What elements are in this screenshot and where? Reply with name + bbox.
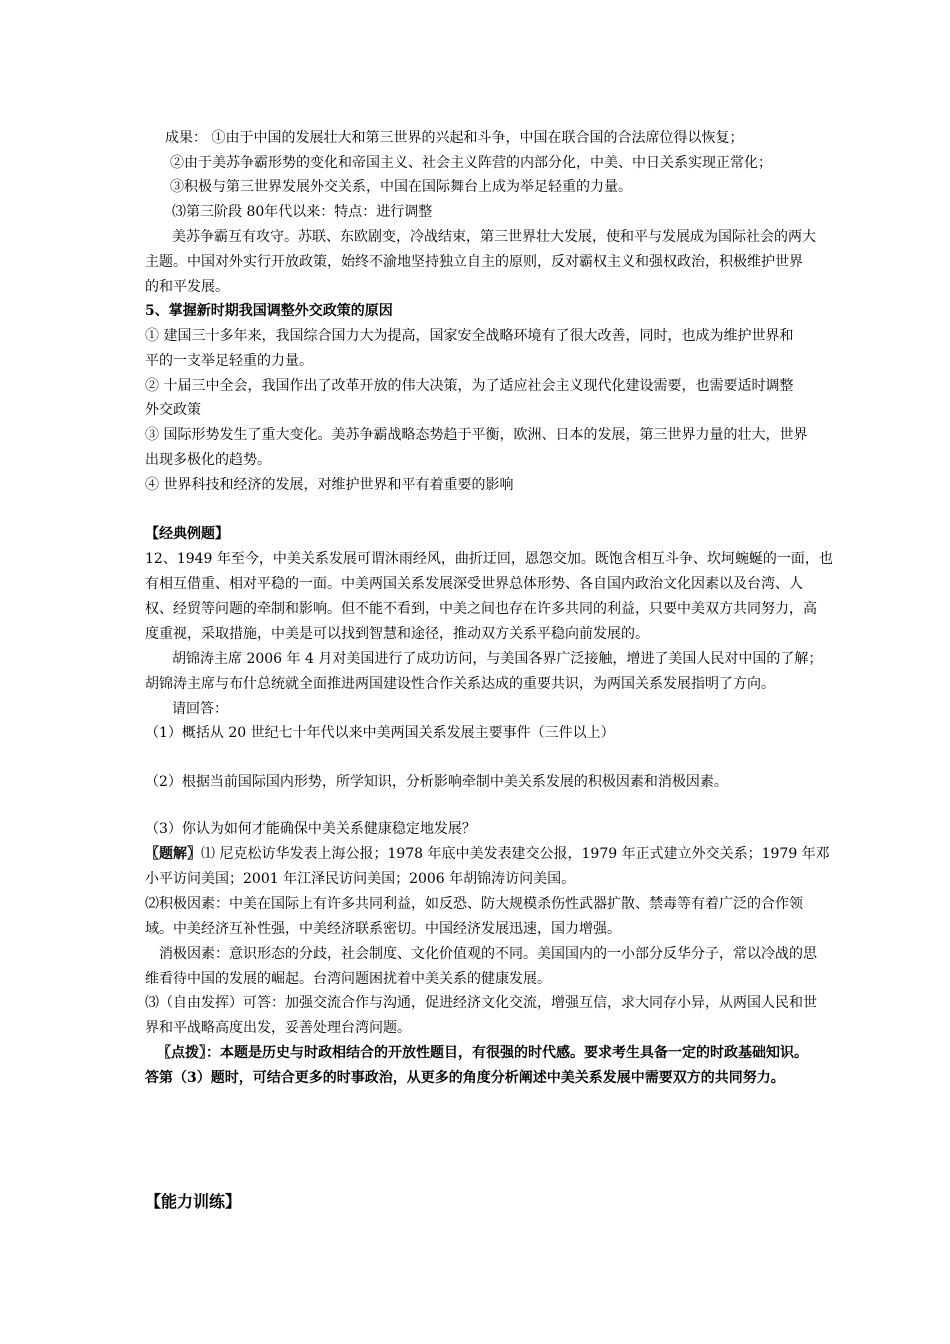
achievements-line-1: 成果： ①由于中国的发展壮大和第三世界的兴起和斗争，中国在联合国的合法席位得以恢复； <box>165 130 744 146</box>
solution-3-line-2: 界和平战略高度出发，妥善处理台湾问题。 <box>145 1020 411 1036</box>
example-sub-question-2: （2）根据当前国际国内形势，所学知识，分析影响牵制中美关系发展的积极因素和消极因素。 <box>145 774 728 790</box>
example-ask: 请回答： <box>172 701 228 717</box>
section-5-heading: 5、掌握新时期我国调整外交政策的原因 <box>145 303 393 319</box>
solution-1-line-2: 小平访问美国；2001 年江泽民访问美国；2006 年胡锦涛访问美国。 <box>145 871 576 887</box>
training-heading: 【能力训练】 <box>145 1192 242 1211</box>
stage-three-paragraph-line-2: 主题。中国对外实行开放政策，始终不渝地坚持独立自主的原则，反对霸权主义和强权政治，积极维护世界 <box>145 254 803 270</box>
stage-three-paragraph-line-3: 的和平发展。 <box>145 279 229 295</box>
reason-3-line-2: 出现多极化的趋势。 <box>145 452 271 468</box>
solution-2-line-2: 域。中美经济互补性强，中美经济联系密切。中国经济发展迅速，国力增强。 <box>145 921 621 937</box>
example-heading: 【经典例题】 <box>145 526 229 542</box>
example-question-line-2: 有相互借重、相对平稳的一面。中美两国关系发展深受世界总体形势、各自国内政治文化因素以及台湾、人 <box>145 576 803 592</box>
stage-three-paragraph-line-1: 美苏争霸互有攻守。苏联、东欧剧变，冷战结束，第三世界壮大发展，使和平与发展成为国际社会的两大 <box>172 229 816 245</box>
reason-1-line-1: ① 建国三十多年来，我国综合国力大为提高，国家安全战略环境有了很大改善，同时，也成为维护世界和 <box>145 328 794 344</box>
example-question-line-1: 12、1949 年至今，中美关系发展可谓沐雨经风，曲折迂回，恩怨交加。既饱含相互斗争、坎坷蜿蜒的一面，也 <box>145 551 833 567</box>
tip-line-1: 〖点拨〗：本题是历史与时政相结合的开放性题目，有很强的时代感。要求考生具备一定的时政基础知识。 <box>157 1045 808 1061</box>
reason-1-line-2: 平的一支举足轻重的力量。 <box>145 353 313 369</box>
example-question-line-3: 权、经贸等问题的牵制和影响。但不能不看到，中美之间也存在许多共同的利益，只要中美双方共同努力，高 <box>145 601 817 617</box>
tip-line-2: 答第（3）题时，可结合更多的时事政治，从更多的角度分析阐述中美关系发展中需要双方的共同努力。 <box>145 1070 785 1086</box>
solution-line-1 <box>145 845 830 863</box>
achievements-line-2: ②由于美苏争霸形势的变化和帝国主义、社会主义阵营的内部分化，中美、中日关系实现正常化； <box>170 155 772 171</box>
achievements-line-3: ③积极与第三世界发展外交关系，中国在国际舞台上成为举足轻重的力量。 <box>170 179 632 195</box>
example-sub-question-3: （3）你认为如何才能确保中美关系健康稳定地发展？ <box>145 821 476 837</box>
solution-3-line-1: ⑶（自由发挥）可答：加强交流合作与沟通，促进经济文化交流，增强互信，求大同存小异，从两国人民和世 <box>145 995 817 1011</box>
reason-2-line-2: 外交政策 <box>145 402 201 418</box>
reason-3-line-1: ③ 国际形势发生了重大变化。美苏争霸战略态势趋于平衡，欧洲、日本的发展，第三世界力量的壮大，世界 <box>145 427 808 443</box>
reason-4: ④ 世界科技和经济的发展，对维护世界和平有着重要的影响 <box>145 477 514 493</box>
solution-1-line-1: ⑴ 尼克松访华发表上海公报；1978 年底中美发表建交公报，1979 年正式建立外交关系；1979 年邓 <box>201 846 830 862</box>
example-question-line-6: 胡锦涛主席与布什总统就全面推进两国建设性合作关系达成的重要共识，为两国关系发展指明了方向。 <box>145 676 775 692</box>
example-question-line-4: 度重视，采取措施，中美是可以找到智慧和途径，推动双方关系平稳向前发展的。 <box>145 626 649 642</box>
solution-2-line-1: ⑵积极因素：中美在国际上有许多共同利益，如反恐、防大规模杀伤性武器扩散、禁毒等有着广泛的合作领 <box>145 896 803 912</box>
reason-2-line-1: ② 十届三中全会，我国作出了改革开放的伟大决策，为了适应社会主义现代化建设需要，也需要适时调整 <box>145 378 794 394</box>
solution-2-line-3: 消极因素：意识形态的分歧，社会制度、文化价值观的不同。美国国内的一小部分反华分子，常以冷战的思 <box>159 946 817 962</box>
solution-2-line-4: 维看待中国的发展的崛起。台湾问题困扰着中美关系的健康发展。 <box>145 971 551 987</box>
solution-label: 〖题解〗 <box>145 846 201 862</box>
example-question-line-5: 胡锦涛主席 2006 年 4 月对美国进行了成功访问，与美国各界广泛接触，增进了美国人民对中国的了解； <box>172 651 823 667</box>
stage-three-heading: ⑶第三阶段 80年代以来：特点：进行调整 <box>172 204 433 220</box>
example-sub-question-1: （1）概括从 20 世纪七十年代以来中美两国关系发展主要事件（三件以上） <box>145 725 615 741</box>
